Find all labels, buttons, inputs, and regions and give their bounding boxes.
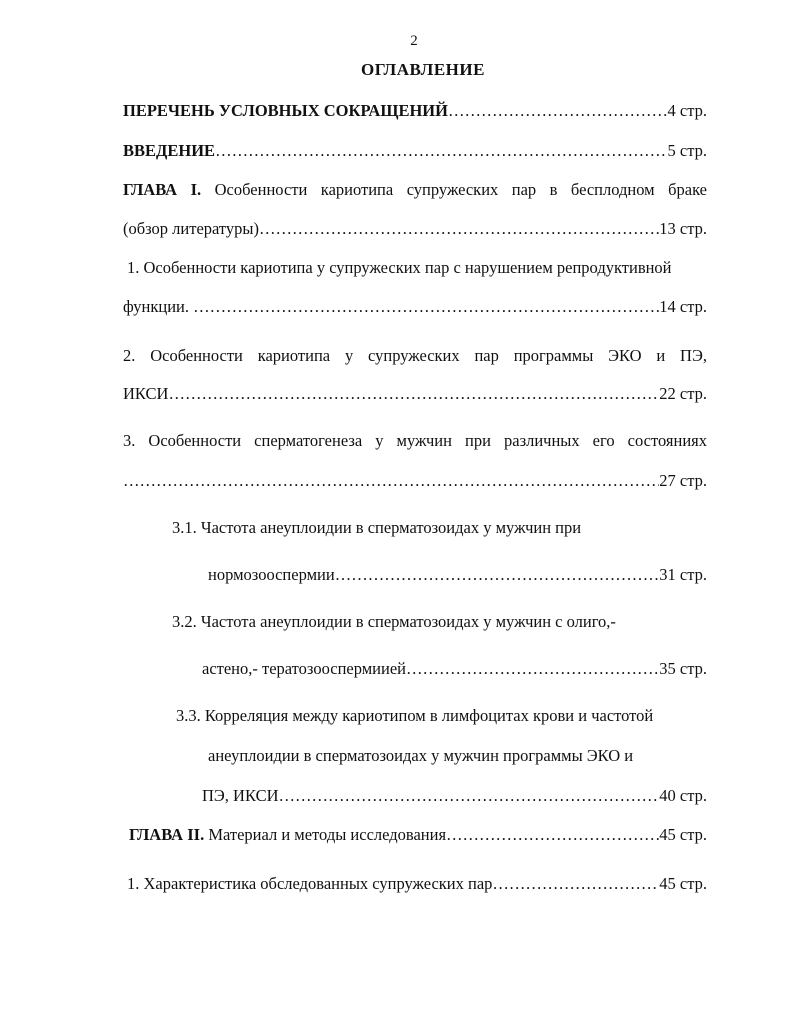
toc-entry-chapter-2-section-1[interactable] [127, 874, 707, 894]
page-number: 2 [410, 33, 418, 49]
leader-dots [406, 659, 659, 679]
leader-dots [492, 874, 659, 894]
toc-entry-label: ПЕРЕЧЕНЬ УСЛОВНЫХ СОКРАЩЕНИЙ [123, 101, 448, 120]
chapter-prefix: ГЛАВА II. [129, 825, 205, 844]
toc-page-ref: 13 стр. [659, 219, 707, 238]
toc-entry-section-3-cont[interactable] [123, 471, 707, 491]
leader-dots [215, 141, 667, 161]
toc-entry-section-1-cont[interactable] [123, 297, 707, 317]
toc-page-ref: 14 стр. [659, 297, 707, 316]
toc-page-ref: 35 стр. [659, 659, 707, 678]
toc-entry-text: (обзор литературы) [123, 219, 260, 238]
toc-entry-text: ПЭ, ИКСИ [202, 786, 279, 805]
toc-entry-text: Особенности кариотипа супружеских пар в бесплодном браке [214, 180, 707, 199]
toc-page-ref: 45 стр. [659, 825, 707, 844]
toc-entry-abbreviations[interactable] [123, 101, 707, 121]
toc-entry-text: 2. Особенности кариотипа у супружеских пар программы ЭКО и ПЭ, [123, 346, 707, 365]
toc-entry-text: функции. [123, 297, 189, 316]
toc-page-ref: 22 стр. [659, 384, 707, 403]
leader-dots [168, 384, 659, 404]
toc-entry-subsection-3-1[interactable] [172, 518, 581, 538]
toc-entry-text: астено,- тератозооспермиией [202, 659, 406, 678]
toc-entry-subsection-3-2-cont[interactable] [202, 659, 707, 679]
toc-entry-text: ИКСИ [123, 384, 169, 403]
toc-entry-text: 3.3. Корреляция между кариотипом в лимфоцитах крови и частотой [176, 706, 654, 725]
leader-dots [193, 297, 659, 317]
toc-entry-text: нормозооспермии [208, 565, 335, 584]
toc-entry-subsection-3-2[interactable] [172, 612, 616, 632]
toc-page-ref: 4 стр. [667, 101, 707, 120]
toc-entry-chapter-2[interactable] [129, 825, 707, 845]
toc-page-ref: 40 стр. [659, 786, 707, 805]
toc-entry-text: 3. Особенности сперматогенеза у мужчин при различных его состояниях [123, 431, 707, 450]
toc-entry-text: 3.2. Частота анеуплоидии в сперматозоидах у мужчин с олиго,- [172, 612, 616, 631]
toc-entry-section-3[interactable] [123, 431, 707, 451]
toc-page-ref: 27 стр. [659, 471, 707, 490]
leader-dots [448, 101, 668, 121]
leader-dots [123, 471, 659, 491]
leader-dots [335, 565, 660, 585]
toc-entry-subsection-3-3-cont[interactable] [202, 786, 707, 806]
toc-entry-subsection-3-3[interactable] [176, 706, 653, 726]
toc-title: ОГЛАВЛЕНИЕ [361, 60, 485, 79]
toc-page-ref: 31 стр. [659, 565, 707, 584]
toc-entry-section-1[interactable] [127, 258, 672, 278]
toc-entry-text: Материал и методы исследования [208, 825, 447, 844]
toc-entry-subsection-3-1-cont[interactable] [208, 565, 707, 585]
toc-entry-chapter-1-cont[interactable] [123, 219, 707, 239]
toc-page-ref: 45 стр. [659, 874, 707, 893]
toc-entry-subsection-3-3-line2[interactable] [208, 746, 633, 766]
toc-entry-label: ВВЕДЕНИЕ [123, 141, 216, 160]
toc-entry-text: 1. Особенности кариотипа у супружеских пар с нарушением репродуктивной [127, 258, 672, 277]
leader-dots [446, 825, 659, 845]
leader-dots [259, 219, 659, 239]
leader-dots [279, 786, 660, 806]
toc-entry-introduction[interactable] [123, 141, 707, 161]
toc-entry-text: 3.1. Частота анеуплоидии в сперматозоидах у мужчин при [172, 518, 582, 537]
toc-page-ref: 5 стр. [667, 141, 707, 160]
toc-entry-section-2-cont[interactable] [123, 384, 707, 404]
chapter-prefix: ГЛАВА I. [123, 180, 202, 199]
toc-entry-text: 1. Характеристика обследованных супружеских пар [127, 874, 493, 893]
toc-entry-section-2[interactable] [123, 346, 707, 366]
toc-entry-chapter-1[interactable] [123, 180, 707, 200]
toc-entry-text: анеуплоидии в сперматозоидах у мужчин программы ЭКО и [208, 746, 634, 765]
